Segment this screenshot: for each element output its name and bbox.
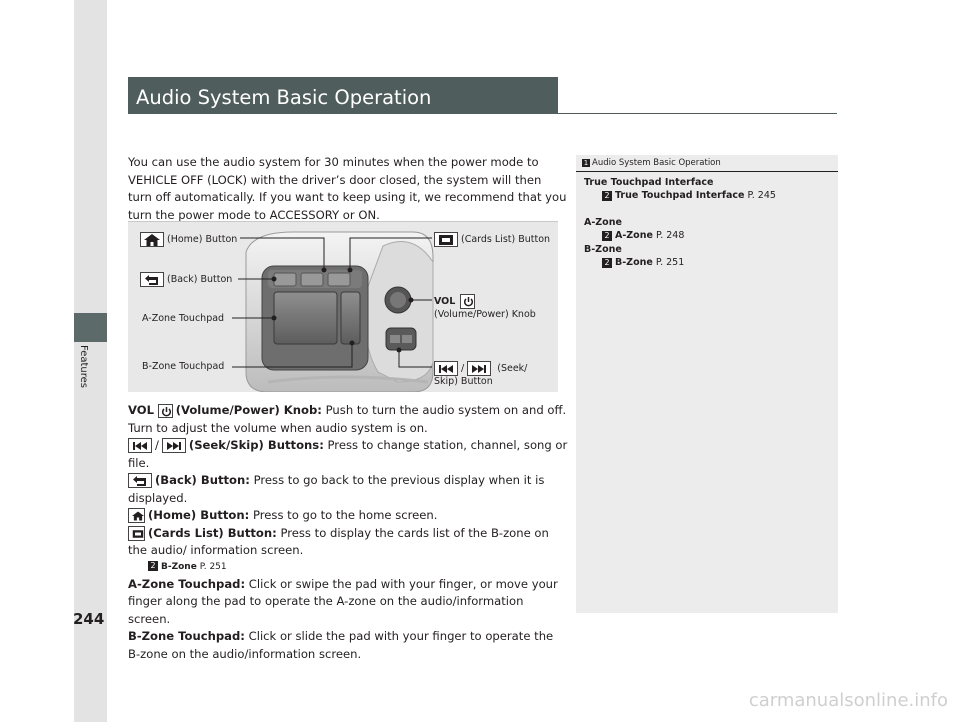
home-button-callout: (Home) Button xyxy=(140,232,237,247)
a-zone-touchpad-callout: A-Zone Touchpad xyxy=(142,313,225,324)
seek-back-icon xyxy=(128,438,152,453)
note-reference-link[interactable]: 2 B-Zone P. 251 xyxy=(584,256,838,269)
notes-body xyxy=(576,172,838,269)
page-title-bar xyxy=(128,77,558,114)
reference-arrow-icon: 2 xyxy=(602,231,612,241)
note-reference-link[interactable]: 2 A-Zone P. 248 xyxy=(584,229,838,242)
note-title: B-Zone xyxy=(584,243,622,255)
sidebar-section-tab xyxy=(74,313,107,342)
b-zone-reference-link[interactable]: 2 B-Zone P. 251 xyxy=(128,560,568,574)
reference-arrow-icon: 2 xyxy=(602,258,612,268)
seek-forward-icon xyxy=(467,361,491,376)
back-button-callout: (Back) Button xyxy=(140,272,232,287)
seek-description: / (Seek/Skip) Buttons: Press to change station, channel, song or file. xyxy=(128,438,568,470)
power-icon xyxy=(158,404,173,418)
seek-skip-button-callout: / (Seek/ Skip) Button xyxy=(434,363,528,387)
page-title: Audio System Basic Operation xyxy=(136,86,432,109)
notes-header: 1 Audio System Basic Operation xyxy=(576,155,838,172)
home-icon xyxy=(140,232,164,247)
back-icon xyxy=(140,272,164,287)
note-title: A-Zone xyxy=(584,216,622,228)
control-panel-figure xyxy=(128,221,558,392)
vol-knob-callout: VOL (Volume/Power) Knob xyxy=(434,296,536,320)
cards-list-icon xyxy=(434,232,458,247)
cards-list-button-callout: (Cards List) Button xyxy=(434,232,550,247)
home-description: (Home) Button: Press to go to the home screen. xyxy=(128,507,568,525)
power-icon xyxy=(460,294,475,309)
page-number: 244 xyxy=(73,610,105,628)
a-zone-description: A-Zone Touchpad: Click or swipe the pad with your finger, or move your finger along the pad to operate the A-zone on the audio/information screen. xyxy=(128,576,558,626)
note-reference-link[interactable]: 2 True Touchpad Interface P. 245 xyxy=(584,189,838,202)
sidebar-section-label: Features xyxy=(78,345,89,388)
control-descriptions xyxy=(128,402,568,663)
vol-knob-description: VOL (Volume/Power) Knob: Push to turn the audio system on and off. Turn to adjust the volume when audio system is on. xyxy=(128,403,567,435)
reference-arrow-icon: 2 xyxy=(148,561,158,571)
back-icon xyxy=(128,473,152,488)
seek-back-icon xyxy=(434,361,458,376)
cards-list-description: (Cards List) Button: Press to display the cards list of the B-zone on the audio/ information screen. xyxy=(128,525,549,557)
b-zone-touchpad-callout: B-Zone Touchpad xyxy=(142,361,225,372)
reference-arrow-icon: 2 xyxy=(602,191,612,201)
home-icon xyxy=(128,508,145,523)
back-description: (Back) Button: Press to go back to the previous display when it is displayed. xyxy=(128,473,545,505)
title-rule xyxy=(558,113,837,114)
seek-forward-icon xyxy=(162,438,186,453)
side-notes-panel xyxy=(576,155,838,613)
watermark: carmanualsonline.info xyxy=(748,690,948,711)
cards-list-icon xyxy=(128,526,145,541)
intro-paragraph: You can use the audio system for 30 minutes when the power mode to VEHICLE OFF (LOCK) with the driver’s door closed, the system will then turn off automatically. If you want to keep using it, we recommend that you turn the power mode to ACCESSORY or ON. xyxy=(128,155,567,222)
note-title: True Touchpad Interface xyxy=(584,177,714,188)
b-zone-description: B-Zone Touchpad: Click or slide the pad with your finger to operate the B-zone on the audio/information screen. xyxy=(128,629,554,661)
note-marker-icon: 1 xyxy=(583,158,589,167)
